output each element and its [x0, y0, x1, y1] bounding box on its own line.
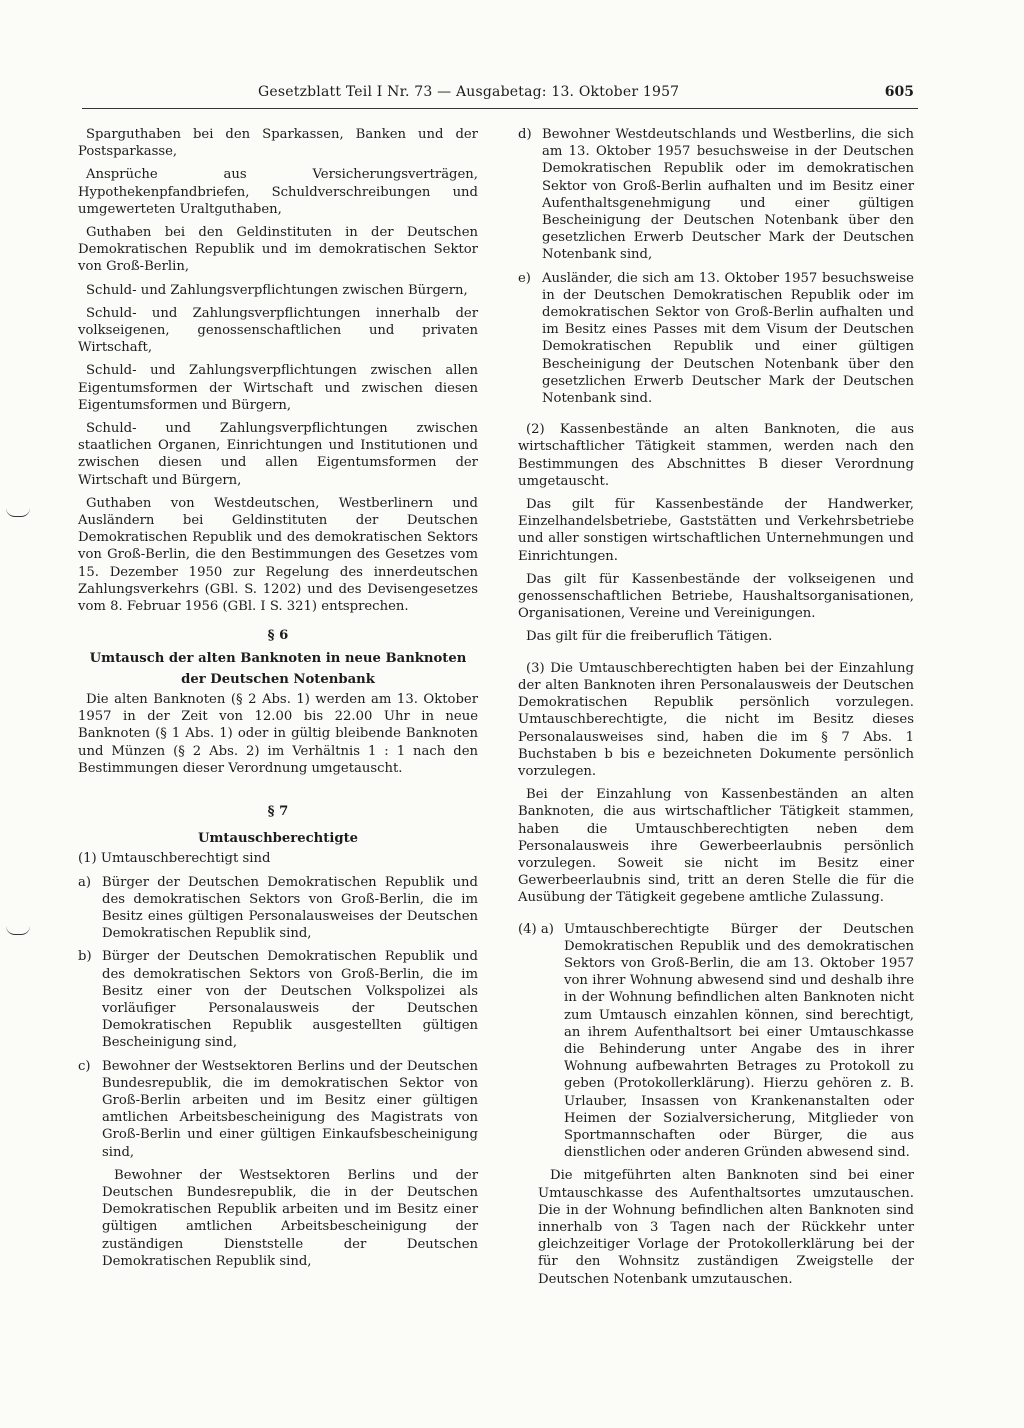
section-heading: Umtauschberechtigte [197, 831, 359, 847]
section-heading: der Deutschen Notenbank [181, 671, 375, 687]
list-text: Bewohner der Westsektoren Berlins und der Deutschen Bundesrepublik, die im demokratischen Sektor von Groß-Berlin arbeiten und im Besitz einer gültigen amtlichen Arbeitsbescheinigung des Magistrats von Groß-Berlin und einer gültigen Einkaufsbescheinigung sind, [102, 1058, 478, 1160]
list-text: Bürger der Deutschen Demokratischen Republik und des demokratischen Sektors von Groß-Berlin, die im Besitz einer von der Deutschen Volkspolizei als vorläufiger Personalausweis der Deutschen Demokratischen Republik ausgestellten gültigen Bescheinigung sind, [102, 949, 478, 1051]
paragraph: Guthaben von Westdeutschen, Westberlinern und Ausländern bei Geldinstituten der Deutschen Demokratischen Republik und des demokratischen Sektors von Groß-Berlin, die den Bestimmungen des Gesetzes vom 15. Dezember 1950 zur Regelung des innerdeutschen Zahlungsverkehrs (GBl. S. 1202) und des Devisengesetzes vom 8. Februar 1956 (GBl. I S. 321) entsprechen. [78, 495, 478, 615]
page-number: 605 [884, 84, 914, 100]
right-column [518, 126, 914, 1291]
paragraph: Schuld- und Zahlungsverpflichtungen zwischen Bürgern, [86, 282, 468, 298]
paragraph: Bewohner der Westsektoren Berlins und der Deutschen Bundesrepublik, die in der Deutschen Demokratischen Republik arbeiten und im Besitz einer gültigen amtlichen Arbeitsbescheinigung der zuständigen Dienststelle der Deutschen Demokratischen Republik sind, [102, 1167, 478, 1269]
list-item [78, 948, 478, 1051]
header-title: Gesetzblatt Teil I Nr. 73 — Ausgabetag: 13. Oktober 1957 [258, 84, 680, 100]
list-text: Ausländer, die sich am 13. Oktober 1957 besuchsweise in der Deutschen Demokratischen Republik oder im demokratischen Sektor von Groß-Berlin aufhalten und im Besitz eines Passes mit dem Visum der Deutschen Demokratischen Republik und einer gültigen Bescheinigung der Deutschen Notenbank über den gesetzlichen Erwerb Deutscher Mark der Deutschen Notenbank sind. [542, 270, 914, 407]
list-text: Bürger der Deutschen Demokratischen Republik und des demokratischen Sektors von Groß-Berlin, die im Besitz eines gültigen Personalausweises der Deutschen Demokratischen Republik sind, [102, 874, 478, 942]
header-rule [82, 108, 918, 109]
list-marker: (4) a) [518, 921, 554, 937]
list-marker: e) [518, 270, 531, 286]
list-item [518, 126, 914, 264]
list-marker: b) [78, 949, 92, 965]
section-heading: Umtausch der alten Banknoten in neue Banknoten [89, 651, 467, 667]
list-item [78, 1058, 478, 1161]
paragraph: Ansprüche aus Versicherungsverträgen, Hypothekenpfandbriefen, Schuldverschreibungen und umgewerteten Uraltguthaben, [78, 167, 478, 217]
section-number: § 6 [267, 628, 289, 644]
paragraph: Das gilt für die freiberuflich Tätigen. [526, 629, 773, 645]
paragraph: Schuld- und Zahlungsverpflichtungen innerhalb der volkseigenen, genossenschaftlichen und privaten Wirtschaft, [78, 305, 478, 356]
left-column [78, 126, 478, 1273]
section-number: § 7 [267, 803, 289, 819]
paragraph: Bei der Einzahlung von Kassenbeständen an alten Banknoten, die aus wirtschaftlicher Tätigkeit stammen, haben die Umtauschberechtigten neben dem Personalausweis ihre Gewerbeerlaubnis persönlich vorzulegen. Soweit sie nicht im Besitz einer Gewerbeerlaubnis sind, tritt an deren Stelle die für die Ausübung der Tätigkeit gegebene amtliche Zulassung. [518, 787, 914, 906]
paragraph: Schuld- und Zahlungsverpflichtungen zwischen staatlichen Organen, Einrichtungen und Institutionen und zwischen diesen und allen Eigentumsformen der Wirtschaft und Bürgern, [78, 421, 478, 488]
page-header [82, 84, 918, 106]
paragraph: Guthaben bei den Geldinstituten in der Deutschen Demokratischen Republik und im demokratischen Sektor von Groß-Berlin, [78, 225, 478, 275]
list-item [518, 270, 914, 408]
paragraph: Die alten Banknoten (§ 2 Abs. 1) werden am 13. Oktober 1957 in der Zeit von 12.00 bis 22.00 Uhr in neue Banknoten (§ 1 Abs. 1) oder in gültig bleibende Banknoten und Münzen (§ 2 Abs. 2) im Verhältnis 1 : 1 nach den Bestimmungen dieser Verordnung umgetauscht. [78, 691, 478, 776]
list-marker: a) [78, 874, 92, 890]
paragraph: Das gilt für Kassenbestände der Handwerker, Einzelhandelsbetriebe, Gaststätten und Verkehrsbetriebe und aller sonstigen wirtschaftlichen Unternehmungen und Einrichtungen. [518, 497, 914, 564]
list-text: Umtauschberechtigte Bürger der Deutschen Demokratischen Republik und des demokratischen Sektors von Groß-Berlin, die am 13. Oktober 1957 von ihrer Wohnung abwesend sind und deshalb ihre in der Wohnung befindlichen alten Banknoten nicht zum Umtausch einzahlen können, sind berechtigt, an ihrem Aufenthaltsort bei einer Umtauschkasse die Behinderung unter Angabe des in ihrer Wohnung aufbewahrten Betrages zu Protokoll zu geben (Protokollerklärung). Hierzu gehören z. B. Urlauber, Insassen von Krankenanstalten oder Heimen der Sozialversicherung, Mitglieder von Sportmannschaften oder Bürger, die aus dienstlichen oder anderen Gründen abwesend sind. [564, 921, 914, 1161]
paragraph: (2) Kassenbestände an alten Banknoten, die aus wirtschaftlicher Tätigkeit stammen, werden nach den Bestimmungen des Abschnittes B dieser Verordnung umgetauscht. [518, 422, 914, 489]
paragraph: Sparguthaben bei den Sparkassen, Banken und der Postsparkasse, [78, 127, 478, 160]
paragraph: (1) Umtauschberechtigt sind [78, 851, 271, 867]
margin-mark [6, 508, 30, 517]
list-marker: c) [78, 1058, 91, 1074]
paragraph: Die mitgeführten alten Banknoten sind bei einer Umtauschkasse des Aufenthaltsortes umzutauschen. Die in der Wohnung befindlichen alten Banknoten sind innerhalb von 3 Tagen nach der Rückkehr unter gleichzeitiger Vorlage der Protokollerklärung bei der für den Wohnsitz zuständigen Zweigstelle der Deutschen Notenbank umzutauschen. [538, 1168, 914, 1287]
list-item [518, 921, 914, 1162]
paragraph: (3) Die Umtauschberechtigten haben bei der Einzahlung der alten Banknoten ihren Personalausweis der Deutschen Demokratischen Republik persönlich vorzulegen. Umtauschberechtigte, die nicht im Besitz dieses Personalausweises sind, haben die im § 7 Abs. 1 Buchstaben b bis e bezeichneten Dokumente persönlich vorzulegen. [518, 660, 914, 779]
paragraph: Schuld- und Zahlungsverpflichtungen zwischen allen Eigentumsformen der Wirtschaft und zwischen diesen Eigentumsformen und Bürgern, [78, 363, 478, 413]
list-item [78, 874, 478, 943]
list-marker: d) [518, 127, 532, 142]
list-text: Bewohner Westdeutschlands und Westberlins, die sich am 13. Oktober 1957 besuchsweise in der Deutschen Demokratischen Republik oder im demokratischen Sektor von Groß-Berlin aufhalten und im Besitz einer Aufenthaltsgenehmigung und einer gültigen Bescheinigung der Deutschen Notenbank über den gesetzlichen Erwerb Deutscher Mark der Deutschen Notenbank sind, [542, 127, 914, 263]
paragraph: Das gilt für Kassenbestände der volkseigenen und genossenschaftlichen Betriebe, Haushaltsorganisationen, Organisationen, Vereine und Vereinigungen. [518, 571, 914, 622]
margin-mark [6, 926, 30, 935]
